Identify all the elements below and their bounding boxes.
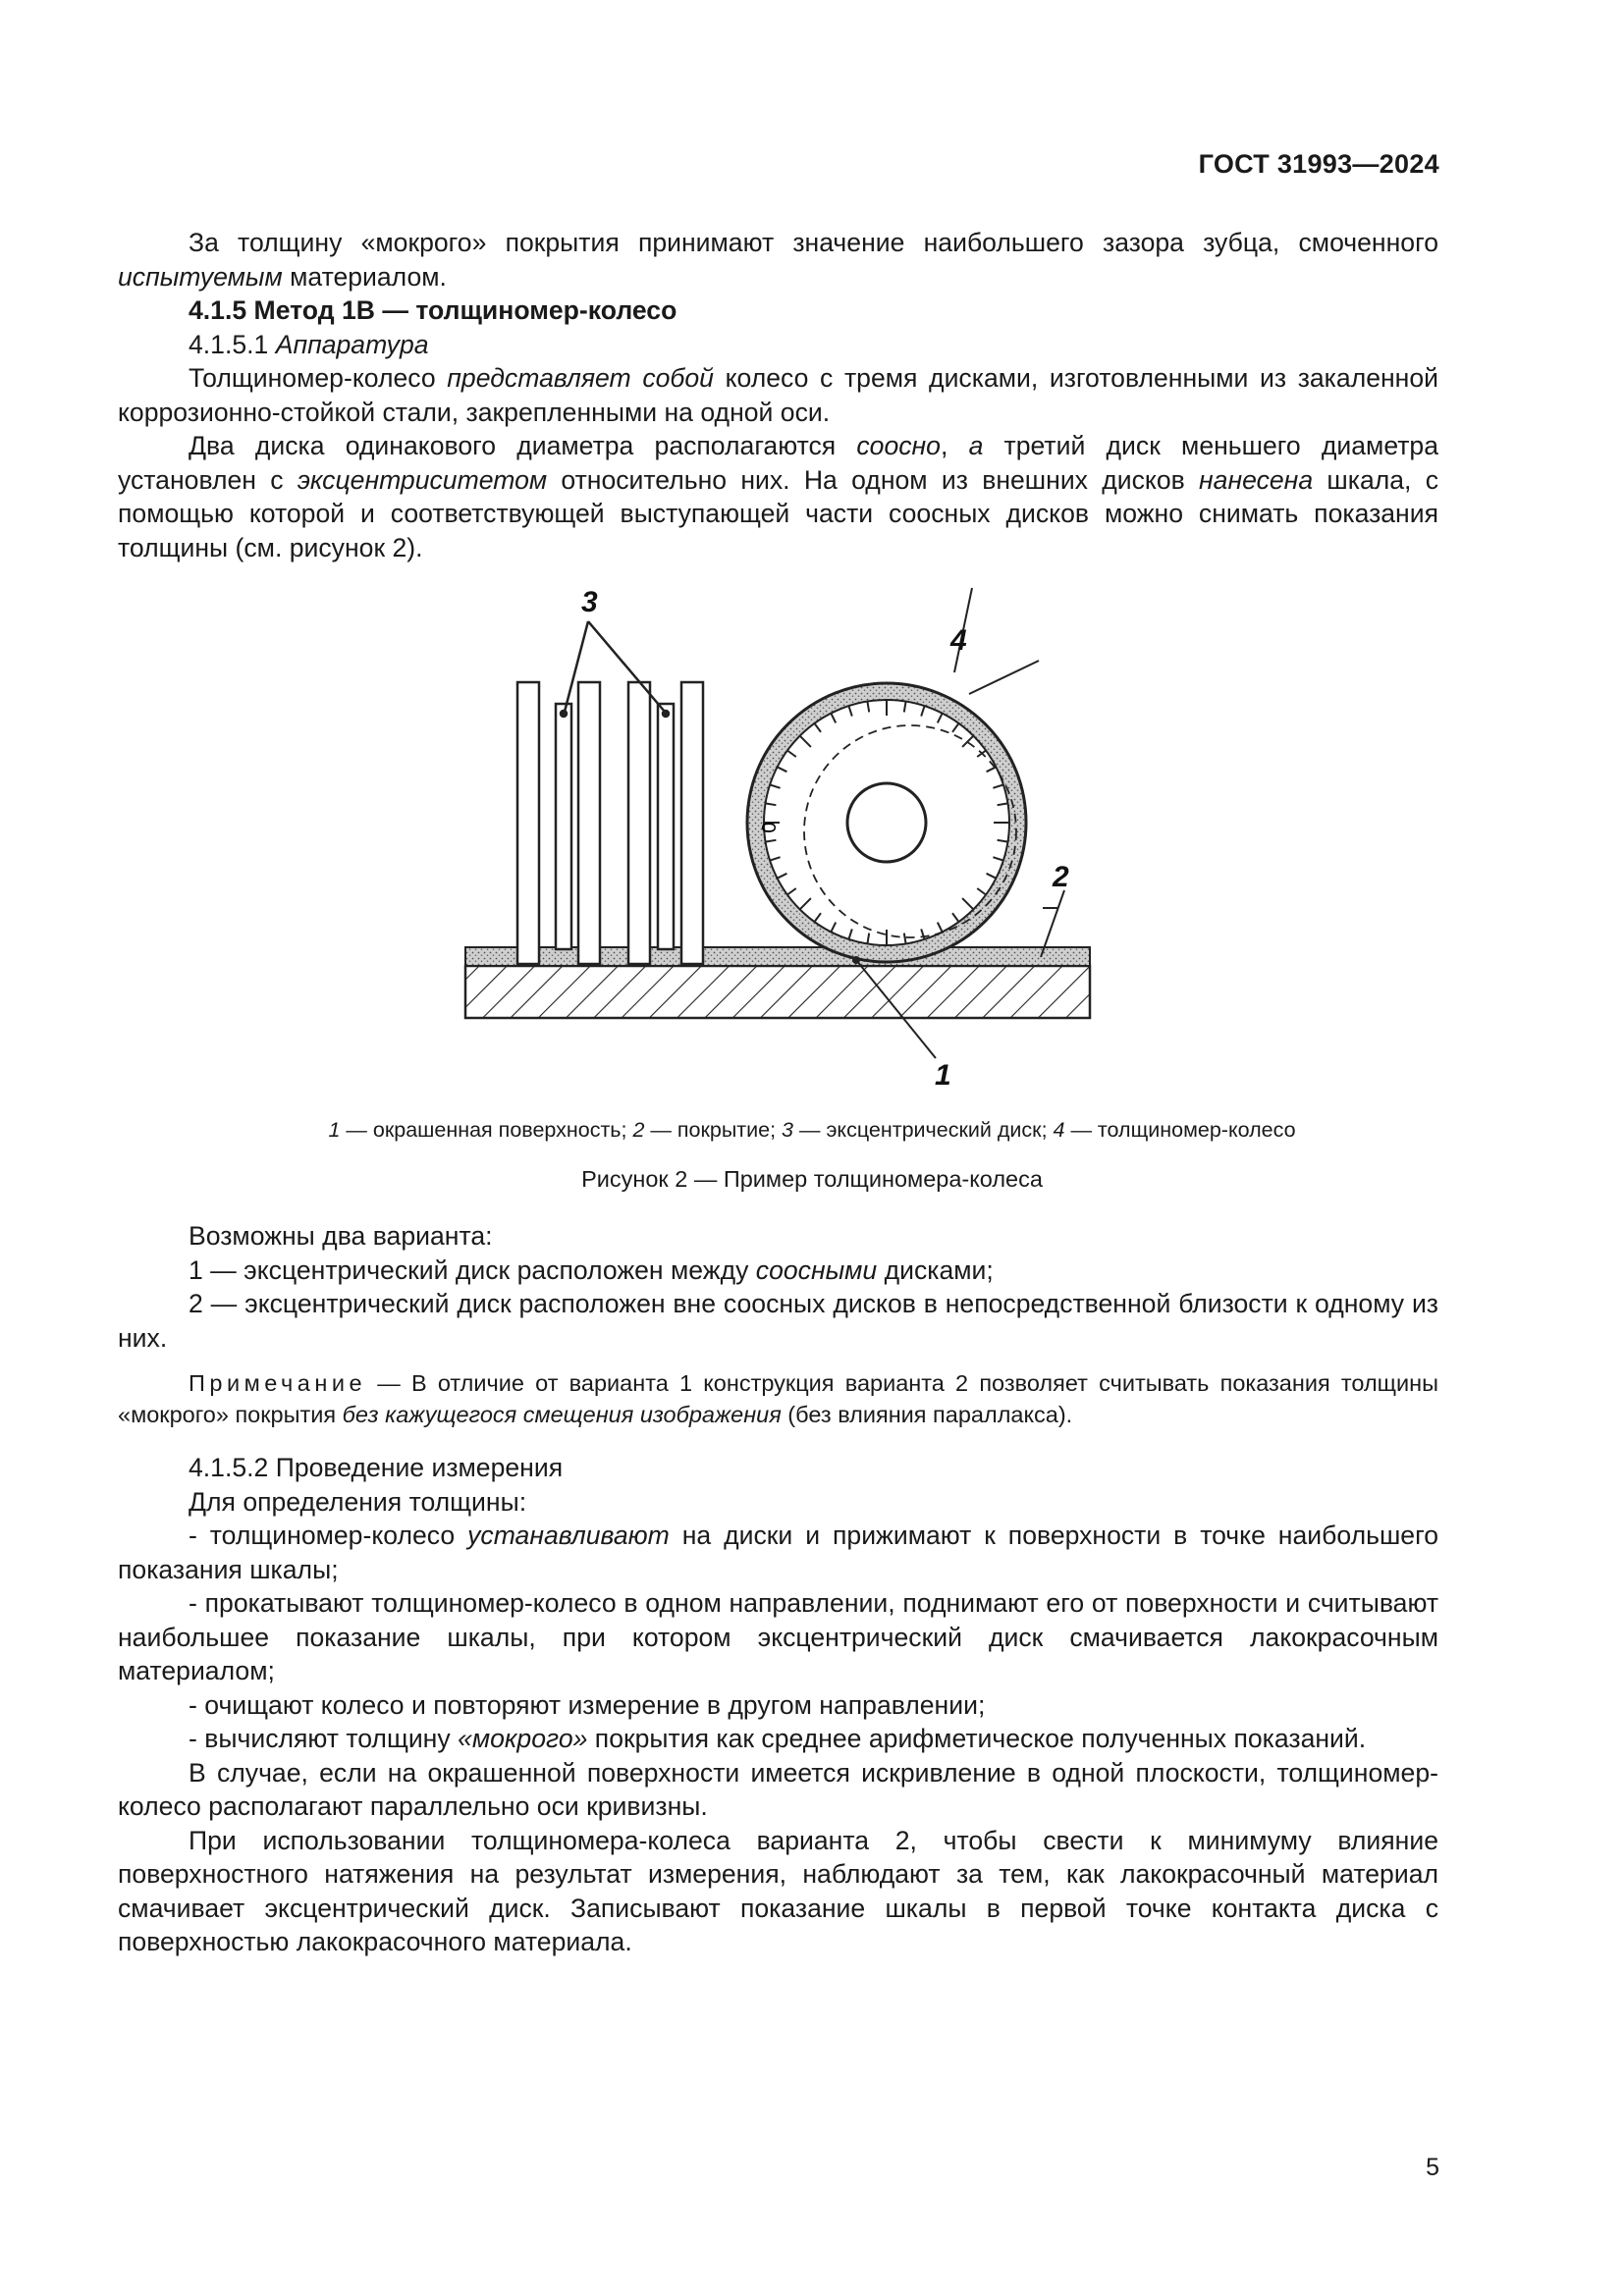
paragraph-thickness-intro: Для определения толщины: xyxy=(189,1486,527,1517)
list-item-roll: - прокатывают толщиномер-колесо в одном направлении, поднимают его от поверхности и считывают наибольшее показание шкалы, при котором эксцентрический диск смачивается лакокрасочным материалом; xyxy=(118,1588,1438,1685)
list-item-install: - толщиномер-колесо устанавливают на диски и прижимают к поверхности в точке наибольшего показания шкалы; xyxy=(118,1521,1438,1584)
paragraph-variant-2-usage: При использовании толщиномера-колеса варианта 2, чтобы свести к минимуму влияние поверхностного натяжения на результат измерения, наблюдают за тем, как лакокрасочный материал смачивает эксцентрический диск. Записывают показание шкалы в первой точке контакта диска с поверхностью лакокрасочного материала. xyxy=(118,1825,1438,1956)
subsection-heading-4-1-5-2: 4.1.5.2 Проведение измерения xyxy=(189,1453,564,1482)
paragraph-wheel-description: Толщиномер-колесо представляет собой колесо с тремя дисками, изготовленными из закаленной коррозионно-стойкой стали, закрепленными на одной оси. xyxy=(118,363,1439,427)
scale-zero-label: 0 xyxy=(759,822,781,833)
paragraph-variant-2: 2 — эксцентрический диск расположен вне соосных дисков в непосредственной близости к одному из них. xyxy=(118,1289,1438,1353)
disc-assembly-side-view xyxy=(517,621,703,964)
text-block-variants xyxy=(118,1219,1438,1355)
page-number: 5 xyxy=(1426,2154,1439,2181)
paragraph-variants-intro: Возможны два варианта: xyxy=(189,1221,493,1251)
list-item-calculate: - вычисляют толщину «мокрого» покрытия как среднее арифметическое полученных показаний. xyxy=(189,1724,1367,1753)
subsection-heading-4-1-5-1: 4.1.5.1 Аппаратура xyxy=(189,329,429,359)
text-block-measurement xyxy=(118,1451,1438,1959)
paragraph-wet-thickness: За толщину «мокрого» покрытия принимают значение наибольшего зазора зубца, смоченного испытуемым материалом. xyxy=(118,228,1438,292)
callout-label-2: 2 xyxy=(1053,861,1069,893)
list-item-clean: - очищают колесо и повторяют измерение в другом направлении; xyxy=(189,1689,986,1720)
figure-legend: 1 — окрашенная поверхность; 2 — покрытие; 3 — эксцентрический диск; 4 — толщиномер-колесо xyxy=(328,1118,1296,1142)
document-standard-number: ГОСТ 31993—2024 xyxy=(1198,149,1439,179)
painted-surface-substrate xyxy=(465,966,1090,1018)
figure-caption: Рисунок 2 — Пример толщиномера-колеса xyxy=(581,1166,1043,1192)
gauge-wheel-front-view xyxy=(747,683,1026,962)
callout-label-3: 3 xyxy=(581,586,598,618)
paragraph-variant-1: 1 — эксцентрический диск расположен между соосными дисками; xyxy=(189,1255,994,1285)
section-heading-4-1-5: 4.1.5 Метод 1В — толщиномер-колесо xyxy=(189,295,677,325)
text-block-apparatus xyxy=(118,226,1438,564)
figure-wheel-gauge xyxy=(454,574,1102,1085)
paragraph-curvature: В случае, если на окрашенной поверхности имеется искривление в одной плоскости, толщиномер-колесо располагают параллельно оси кривизны. xyxy=(118,1757,1438,1821)
callout-label-4: 4 xyxy=(950,624,967,657)
callout-label-1: 1 xyxy=(935,1059,951,1085)
note-parallax: Примечание — В отличие от варианта 1 конструкция варианта 2 позволяет считывать показания толщины «мокрого» покрытия без кажущегося смещения изображения (без влияния параллакса). xyxy=(118,1370,1438,1427)
paragraph-discs-description: Два диска одинакового диаметра располагаются соосно, а третий диск меньшего диаметра установлен с эксцентриситетом относительно них. На одном из внешних дисков нанесена шкала, с помощью которой и соответствующей выступающей части соосных дисков можно снимать показания толщины (см. рисунок 2). xyxy=(118,431,1438,562)
